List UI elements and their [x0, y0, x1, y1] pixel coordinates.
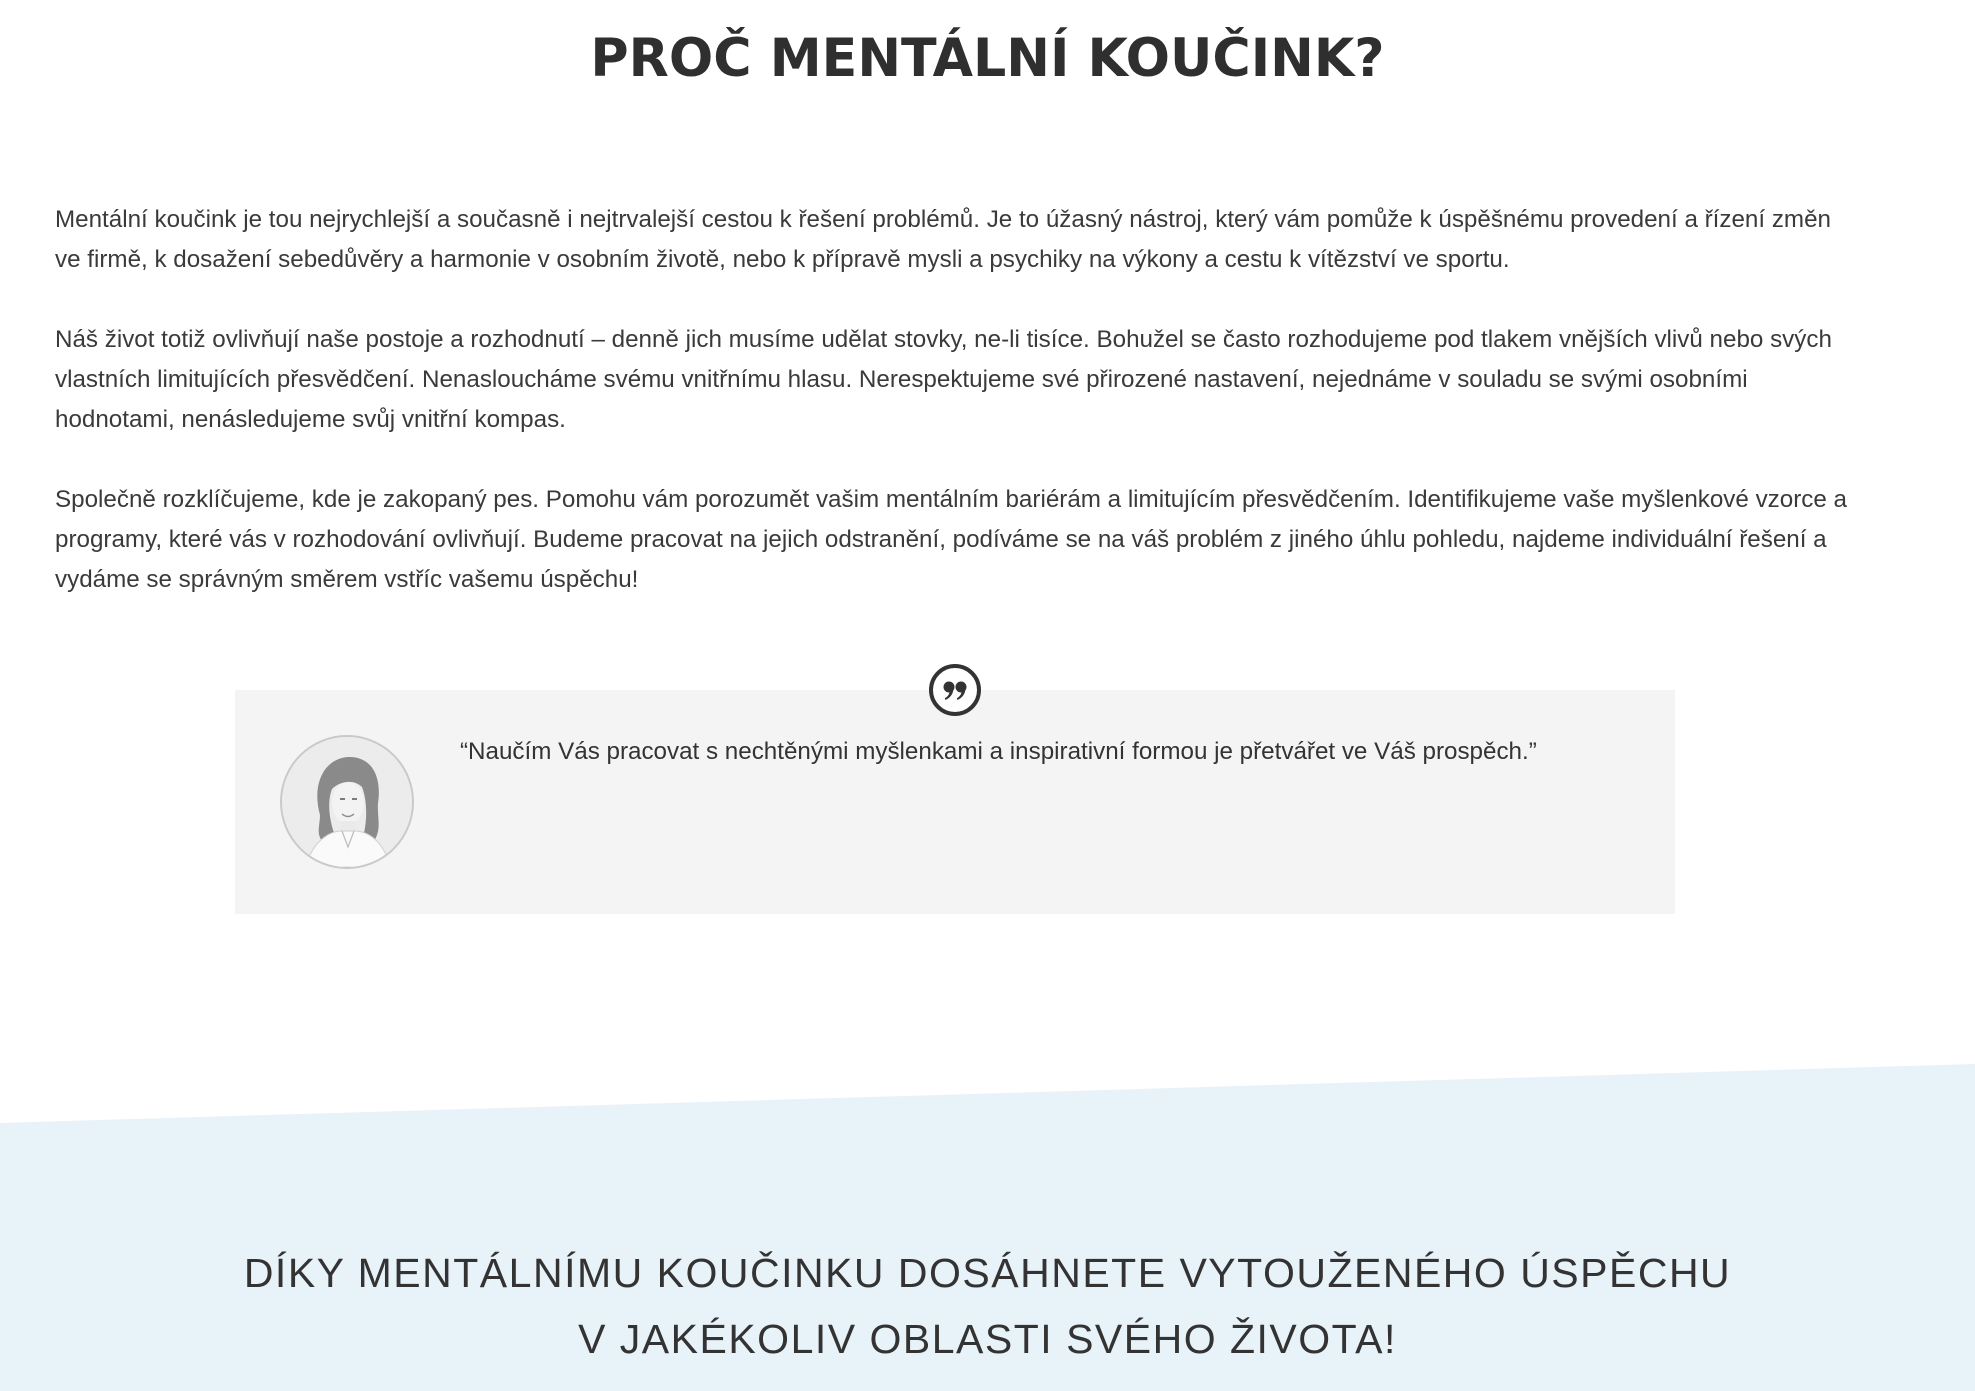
testimonial-box — [235, 690, 1675, 914]
avatar — [280, 735, 414, 869]
quote-icon — [929, 664, 981, 716]
intro-paragraph-2: Náš život totiž ovlivňují naše postoje a rozhodnutí – denně jich musíme udělat stovky, ne-li tisíce. Bohužel se často rozhodujeme pod tlakem vnějších vlivů nebo svých vlastních limitujících přesvědčení. Nenasloucháme svému vnitřnímu hlasu. Nerespektujeme své přirozené nastavení, nejednáme v souladu se svými osobními hodnotami, nenásledujeme svůj vnitřní kompas. — [55, 326, 1832, 433]
intro-paragraph-1: Mentální koučink je tou nejrychlejší a současně i nejtrvalejší cestou k řešení problémů. Je to úžasný nástroj, který vám pomůže k úspěšnému provedení a řízení změn ve firmě, k dosažení sebedůvěry a harmonie v osobním životě, nebo k přípravě mysli a psychiky na výkony a cestu k vítězství ve sportu. — [55, 206, 1831, 273]
cta-heading — [0, 1240, 1975, 1372]
section-title: PROČ MENTÁLNÍ KOUČINK? — [590, 28, 1385, 89]
testimonial-quote: “Naučím Vás pracovat s nechtěnými myšlenkami a inspirativní formou je přetvářet ve Váš prospěch.” — [460, 738, 1537, 765]
intro-paragraph-3: Společně rozklíčujeme, kde je zakopaný pes. Pomohu vám porozumět vašim mentálním bariérám a limitujícím přesvědčením. Identifikujeme vaše myšlenkové vzorce a programy, které vás v rozhodování ovlivňují. Budeme pracovat na jejich odstranění, podíváme se na váš problém z jiného úhlu pohledu, najdeme individuální řešení a vydáme se správným směrem vstříc vašemu úspěchu! — [55, 486, 1847, 593]
cta-line-2: V JAKÉKOLIV OBLASTI SVÉHO ŽIVOTA! — [578, 1316, 1397, 1362]
cta-line-1: DÍKY MENTÁLNÍMU KOUČINKU DOSÁHNETE VYTOUŽENÉHO ÚSPĚCHU — [243, 1250, 1732, 1296]
